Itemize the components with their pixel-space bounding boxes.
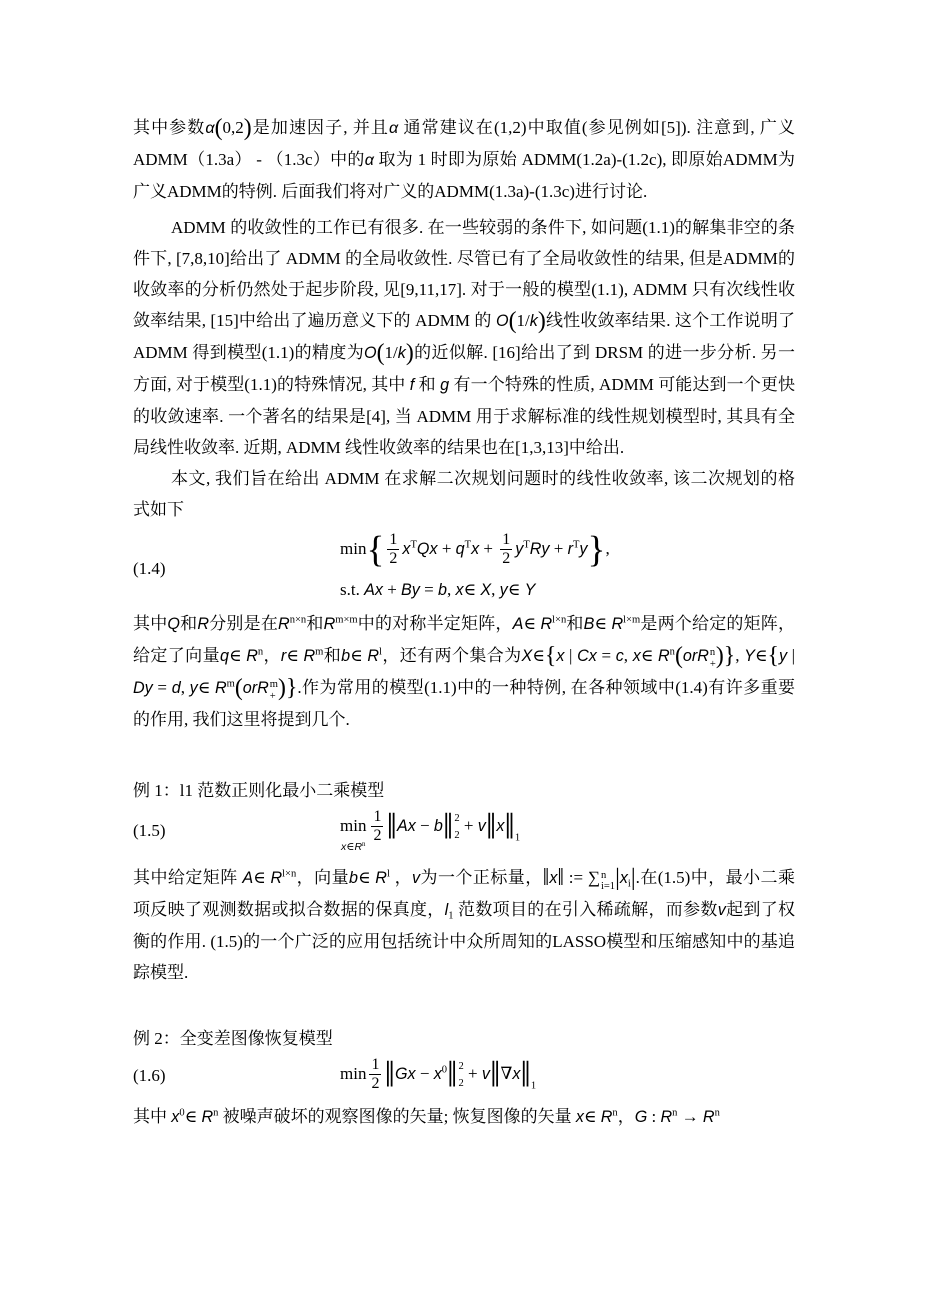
equation-body bbox=[340, 531, 795, 606]
math-superscript: T bbox=[523, 539, 530, 551]
text-run: 其中 bbox=[133, 1107, 172, 1127]
math-subscript: + bbox=[269, 690, 276, 702]
math-variable: g bbox=[440, 376, 450, 394]
math-variable: v bbox=[477, 816, 486, 835]
math-superscript: n bbox=[714, 1107, 720, 1119]
equation-1-6 bbox=[133, 1056, 795, 1094]
math-variable: Ry bbox=[529, 540, 550, 558]
equation-number: (1.5) bbox=[133, 821, 166, 841]
math-symbol: , bbox=[605, 539, 610, 558]
math-bracket: ‖ bbox=[489, 1054, 501, 1096]
math-symbol: ∈ bbox=[532, 645, 545, 665]
math-superscript: m bbox=[269, 679, 278, 691]
math-variable: r bbox=[567, 540, 573, 558]
text-run: 通常建议在(1,2)中取值(参见例如[5]). 注意到, 广义 ADMM（1.3a） - （1.3c）中的 bbox=[133, 118, 796, 169]
math-symbol: ∈ bbox=[346, 840, 355, 853]
math-bracket: ( bbox=[508, 308, 517, 334]
fraction-numerator: 1 bbox=[373, 807, 382, 825]
paragraph-quadratic-program-intro bbox=[133, 463, 795, 525]
text-run: 被噪声破坏的观察图像的矢量; 恢复图像的矢量 bbox=[218, 1107, 576, 1127]
text-run: ADMM 的收敛性的工作已有很多. 在一些较弱的条件下, 如问题(1.1)的解集非空的条件下, [7,8,10]给出了 ADMM 的全局收敛性. 尽管已有了全局收敛性的结果, 但是ADMM的收敛率的分析仍然处于起步阶段, 见[9,11,17]. 对于一般的模型(1.1), ADMM 只有次线性收敛率结果, [15]中给出了遍历意义下的 ADMM 的 bbox=[133, 218, 795, 330]
math-variable: y bbox=[189, 678, 198, 697]
math-variable: R bbox=[214, 678, 227, 697]
math-bracket: ) bbox=[278, 674, 286, 701]
fraction bbox=[371, 808, 383, 845]
math-variable: Y bbox=[744, 646, 755, 665]
fraction-denominator: 2 bbox=[389, 550, 398, 567]
math-symbol: − bbox=[415, 815, 434, 835]
math-bracket: { bbox=[366, 529, 385, 571]
math-superscript: n bbox=[709, 647, 716, 659]
fraction-denominator: 2 bbox=[502, 550, 511, 567]
equation-tv-line bbox=[340, 1056, 795, 1094]
math-variable: y bbox=[499, 580, 508, 599]
math-symbol: = bbox=[596, 645, 616, 665]
math-variable: x bbox=[575, 1108, 584, 1127]
text-run: 和 bbox=[566, 613, 584, 633]
math-symbol: + bbox=[382, 579, 402, 599]
example-1-heading: 例 1：l1 范数正则化最小二乘模型 bbox=[133, 780, 385, 800]
text-run: 和 bbox=[323, 645, 342, 665]
math-bracket: } bbox=[587, 529, 606, 571]
math-bracket: ‖ bbox=[442, 806, 454, 848]
math-variable: R bbox=[600, 1108, 613, 1127]
text-run: 其中 bbox=[133, 613, 168, 633]
math-variable: v bbox=[481, 1065, 490, 1084]
math-variable: x bbox=[433, 1065, 442, 1084]
math-symbol: ∑ bbox=[587, 868, 600, 888]
math-variable: x bbox=[341, 841, 347, 853]
math-variable: R bbox=[658, 646, 670, 665]
text-run: ，向量 bbox=[296, 868, 350, 888]
math-bracket: ‖ bbox=[557, 865, 565, 892]
math-variable: R bbox=[246, 646, 258, 665]
math-variable: y bbox=[579, 540, 588, 558]
math-bracket: ( bbox=[214, 115, 223, 141]
math-bracket: { bbox=[544, 642, 557, 669]
text-run: .作为常用的模型(1.1)中的一种特例, 在各种领域中(1.4)有许多重要的作用, 我们这里将提到几个. bbox=[133, 677, 795, 729]
fraction bbox=[387, 531, 399, 568]
math-variable: l bbox=[444, 901, 449, 920]
math-symbol: ∈ bbox=[594, 613, 612, 633]
math-superscript: 0 bbox=[441, 1065, 448, 1077]
math-subscript: i=1 bbox=[600, 881, 616, 893]
math-symbol: + bbox=[479, 539, 498, 558]
math-variable: q bbox=[219, 646, 229, 665]
math-symbol: , bbox=[180, 677, 190, 697]
math-variable: α bbox=[205, 119, 215, 137]
math-variable: x bbox=[455, 580, 464, 599]
text-run: 和 bbox=[414, 375, 441, 394]
math-variable: y bbox=[515, 540, 524, 558]
math-variable: R bbox=[278, 614, 290, 633]
math-superscript: n bbox=[669, 646, 675, 658]
math-variable: R bbox=[702, 1108, 715, 1127]
math-variable: d bbox=[171, 678, 181, 697]
math-subscript: i bbox=[627, 879, 631, 891]
math-variable: x bbox=[632, 646, 641, 665]
math-superscript: n bbox=[672, 1107, 678, 1119]
text-run: ，还有两个集合为 bbox=[381, 645, 522, 665]
equation-number: (1.4) bbox=[133, 558, 166, 578]
math-bracket: ‖ bbox=[485, 806, 497, 848]
equation-number: (1.6) bbox=[133, 1065, 166, 1085]
math-variable: O bbox=[364, 344, 377, 362]
math-bracket: ‖ bbox=[504, 806, 515, 848]
math-variable: q bbox=[455, 540, 465, 558]
math-variable: By bbox=[401, 580, 420, 599]
math-bracket: ‖ bbox=[386, 806, 397, 848]
math-variable: c bbox=[615, 646, 624, 665]
math-symbol: ∈ bbox=[507, 579, 525, 599]
math-bracket: ( bbox=[234, 674, 243, 701]
math-variable: X bbox=[480, 580, 492, 599]
math-variable: Cx bbox=[577, 646, 597, 665]
math-superscript: l×n bbox=[552, 614, 567, 626]
paragraph-matrix-definitions bbox=[133, 608, 795, 735]
math-superscript: l bbox=[379, 646, 382, 658]
math-variable: Gx bbox=[394, 1065, 416, 1084]
text-run: 起到了权衡的作用. (1.5)的一个广泛的应用包括统计中众所周知的LASSO模型和压缩感知中的基追踪模型. bbox=[133, 900, 796, 983]
math-variable: R bbox=[303, 646, 316, 665]
math-subscript: + bbox=[709, 658, 716, 670]
math-variable: G bbox=[634, 1108, 648, 1127]
math-variable: b bbox=[433, 816, 443, 835]
math-variable: A bbox=[242, 869, 254, 888]
math-symbol: ∇ bbox=[500, 1064, 513, 1084]
math-subscript: 1 bbox=[514, 832, 521, 844]
math-symbol: ∈ bbox=[350, 645, 368, 665]
math-symbol: 1/ bbox=[384, 343, 398, 362]
math-limit-subscript bbox=[341, 841, 365, 854]
math-bracket: ‖ bbox=[542, 865, 550, 892]
math-symbol: + bbox=[549, 539, 568, 558]
text-run: 是两个给定的矩阵，给定了向量 bbox=[133, 613, 796, 665]
text-run: 为一个正标量， bbox=[420, 868, 543, 888]
math-symbol: − bbox=[415, 1064, 434, 1084]
math-variable: α bbox=[389, 119, 399, 137]
math-variable: Ax bbox=[364, 580, 383, 599]
math-symbol: 0,2 bbox=[222, 118, 244, 137]
math-symbol: = bbox=[419, 579, 438, 599]
fraction bbox=[500, 531, 512, 568]
math-variable: B bbox=[583, 614, 595, 633]
math-subscript: 1 bbox=[448, 911, 454, 923]
text-run: 的近似解. [16]给出了到 DRSM 的进一步分析. 另一方面, 对于模型(1.1)的特殊情况, 其中 bbox=[133, 343, 796, 394]
math-bracket: ( bbox=[376, 340, 385, 366]
math-variable: α bbox=[364, 151, 374, 169]
math-symbol: ∈ bbox=[197, 677, 215, 697]
math-variable: X bbox=[521, 646, 533, 665]
math-superscript: m bbox=[315, 646, 324, 658]
text-run: 和 bbox=[179, 613, 198, 633]
text-run: .在(1.5)中，最小二乘项反映了观测数据或拟合数据的保真度， bbox=[133, 868, 796, 920]
math-variable: R bbox=[323, 614, 336, 633]
math-symbol: , bbox=[735, 645, 745, 665]
math-bracket: ‖ bbox=[384, 1054, 395, 1096]
math-variable: x bbox=[471, 540, 480, 558]
math-symbol: | bbox=[564, 645, 578, 665]
math-symbol: := bbox=[564, 868, 588, 888]
math-bracket: | bbox=[615, 865, 620, 892]
text-run: ， bbox=[263, 645, 281, 665]
equation-lasso-line bbox=[340, 808, 795, 854]
equation-body bbox=[340, 1056, 795, 1094]
fraction-numerator: 1 bbox=[389, 531, 398, 548]
math-bracket: ) bbox=[405, 340, 414, 366]
math-variable: Qx bbox=[416, 540, 438, 558]
math-symbol: ∈ bbox=[358, 868, 376, 888]
math-variable: O bbox=[496, 312, 509, 330]
text-run: ， bbox=[389, 868, 413, 888]
text-run: 线性收敛率结果. 这个工作说明了 ADMM 得到模型(1.1)的精度为 bbox=[133, 311, 796, 362]
math-variable: Y bbox=[524, 580, 536, 599]
math-superscript: l×n bbox=[282, 869, 297, 881]
text-run: 有一个特殊的性质, ADMM 可能达到一个更快的收敛速率. 一个著名的结果是[4], 当 ADMM 用于求解标准的线性规划模型时, 其具有全局线性收敛率. 近期, ADMM 线性收敛率的结果也在[1,3,13]中给出. bbox=[133, 375, 796, 457]
math-bracket: ( bbox=[674, 642, 683, 669]
math-variable: A bbox=[512, 614, 524, 633]
paragraph-alpha-parameter bbox=[133, 112, 795, 207]
equation-objective-line bbox=[340, 531, 795, 569]
math-symbol: s.t. bbox=[340, 579, 365, 599]
math-variable: R bbox=[367, 646, 380, 665]
text-run: 取为 1 时即为原始 ADMM(1.2a)-(1.2c), 即原始ADMM为广义ADMM的特例. 后面我们将对广义的ADMM(1.3a)-(1.3c)进行讨论. bbox=[133, 150, 795, 201]
math-subscript: 2 bbox=[458, 1078, 464, 1090]
example-2-heading: 例 2：全变差图像恢复模型 bbox=[133, 1029, 333, 1049]
math-superscript: 2 bbox=[454, 812, 460, 824]
math-variable: Ax bbox=[396, 816, 416, 835]
text-run: 本文, 我们旨在给出 ADMM 在求解二次规划问题时的线性收敛率, 该二次规划的格式如下 bbox=[133, 469, 795, 519]
math-symbol: 1/ bbox=[516, 311, 530, 330]
math-symbol: | bbox=[787, 645, 796, 665]
math-variable: Q bbox=[167, 614, 180, 633]
math-variable: b bbox=[437, 580, 447, 599]
math-symbol: , bbox=[491, 579, 500, 599]
math-symbol: ∈ bbox=[583, 1107, 601, 1127]
math-variable: b bbox=[349, 869, 358, 888]
math-superscript: l×m bbox=[623, 614, 641, 626]
text-run: 分别是在 bbox=[209, 613, 279, 633]
equation-constraint-line bbox=[340, 574, 795, 606]
math-variable: R bbox=[270, 869, 283, 888]
paragraph-lasso-explanation bbox=[133, 862, 795, 988]
math-variable: y bbox=[778, 646, 788, 665]
math-symbol: : bbox=[647, 1107, 661, 1127]
math-symbol: ∈ bbox=[253, 868, 271, 888]
fraction bbox=[369, 1056, 381, 1093]
fraction-denominator: 2 bbox=[371, 1075, 380, 1093]
math-symbol: , bbox=[623, 645, 633, 665]
fraction-numerator: 1 bbox=[371, 1056, 380, 1074]
fraction-denominator: 2 bbox=[373, 826, 382, 844]
math-symbol: + bbox=[437, 539, 456, 558]
math-symbol: ∈ bbox=[640, 645, 659, 665]
math-bracket: } bbox=[723, 642, 736, 669]
math-superscript: n bbox=[612, 1107, 618, 1119]
text-run: 其中参数 bbox=[133, 118, 206, 137]
math-subscript: 1 bbox=[530, 1080, 537, 1092]
text-run: ， bbox=[617, 1107, 635, 1127]
math-symbol: min bbox=[340, 815, 367, 835]
text-run: 和 bbox=[306, 613, 324, 633]
paragraph-tv-explanation bbox=[133, 1101, 795, 1133]
math-superscript: T bbox=[410, 539, 417, 551]
math-scripts bbox=[601, 870, 615, 893]
math-variable: x bbox=[171, 1108, 180, 1127]
math-superscript: n bbox=[257, 646, 264, 658]
math-variable: orR bbox=[682, 646, 709, 665]
equation-body bbox=[340, 808, 795, 854]
math-superscript: l bbox=[386, 869, 390, 881]
math-bracket: ‖ bbox=[520, 1054, 531, 1096]
math-variable: x bbox=[619, 869, 628, 888]
math-bracket: | bbox=[630, 865, 636, 892]
math-variable: R bbox=[540, 614, 553, 633]
text-run: 其中给定矩阵 bbox=[133, 868, 243, 888]
math-superscript: 2 bbox=[458, 1061, 464, 1073]
math-symbol: = bbox=[152, 677, 172, 697]
math-bracket: ) bbox=[537, 308, 546, 334]
math-variable: R bbox=[660, 1108, 673, 1127]
math-variable: x bbox=[496, 816, 505, 835]
math-bracket: ) bbox=[715, 642, 724, 669]
math-symbol: ∈ bbox=[754, 645, 768, 665]
text-run: 是加速因子, 并且 bbox=[251, 118, 389, 137]
math-symbol: min bbox=[340, 539, 367, 558]
math-variable: x bbox=[549, 869, 558, 888]
math-variable: x bbox=[512, 1065, 521, 1084]
math-superscript: T bbox=[464, 539, 472, 551]
math-symbol: min bbox=[340, 1064, 367, 1084]
math-symbol: ∈ bbox=[286, 645, 304, 665]
math-bracket: ‖ bbox=[447, 1054, 458, 1096]
math-variable: b bbox=[341, 646, 351, 665]
math-superscript: n bbox=[600, 869, 607, 881]
fraction-numerator: 1 bbox=[502, 531, 511, 548]
math-superscript: 0 bbox=[179, 1107, 185, 1119]
math-superscript: T bbox=[572, 539, 580, 551]
math-variable: k bbox=[529, 312, 538, 330]
math-bracket: } bbox=[285, 674, 298, 701]
math-symbol: ∈ bbox=[184, 1107, 202, 1127]
math-symbol: + bbox=[463, 1064, 482, 1084]
math-superscript: m×m bbox=[335, 614, 358, 626]
math-variable: x bbox=[402, 540, 411, 558]
math-superscript: n×n bbox=[289, 614, 307, 626]
math-scripts bbox=[270, 679, 278, 702]
math-variable: v bbox=[412, 869, 421, 888]
math-variable: R bbox=[201, 1108, 214, 1127]
math-variable: R bbox=[375, 869, 387, 888]
math-subscript: 2 bbox=[454, 829, 460, 841]
text-run: 范数项目的在引入稀疏解，而参数 bbox=[453, 900, 718, 920]
math-variable: f bbox=[409, 376, 415, 394]
math-variable: R bbox=[197, 614, 210, 633]
math-variable: Dy bbox=[133, 678, 153, 697]
math-superscript: n bbox=[362, 840, 366, 848]
math-variable: v bbox=[717, 901, 726, 920]
math-variable: k bbox=[397, 344, 406, 362]
math-variable: r bbox=[280, 646, 287, 665]
math-symbol: → bbox=[677, 1107, 703, 1127]
math-symbol: ∈ bbox=[228, 645, 247, 665]
math-limit bbox=[340, 810, 366, 854]
math-symbol: ∈ bbox=[463, 579, 481, 599]
math-symbol: + bbox=[459, 815, 478, 835]
math-bracket: { bbox=[767, 642, 779, 669]
equation-1-5 bbox=[133, 808, 795, 854]
math-symbol: ∈ bbox=[523, 613, 541, 633]
text-run: 中的对称半定矩阵， bbox=[357, 613, 513, 633]
paragraph-admm-convergence bbox=[133, 212, 795, 463]
equation-1-4 bbox=[133, 531, 795, 606]
math-variable: R bbox=[611, 614, 624, 633]
math-symbol: , bbox=[446, 579, 456, 599]
math-variable: x bbox=[556, 646, 565, 665]
math-bracket: ) bbox=[243, 115, 252, 141]
math-variable: orR bbox=[242, 678, 269, 697]
math-variable: R bbox=[354, 841, 363, 853]
math-superscript: n bbox=[213, 1107, 219, 1119]
math-superscript: m bbox=[226, 678, 235, 690]
